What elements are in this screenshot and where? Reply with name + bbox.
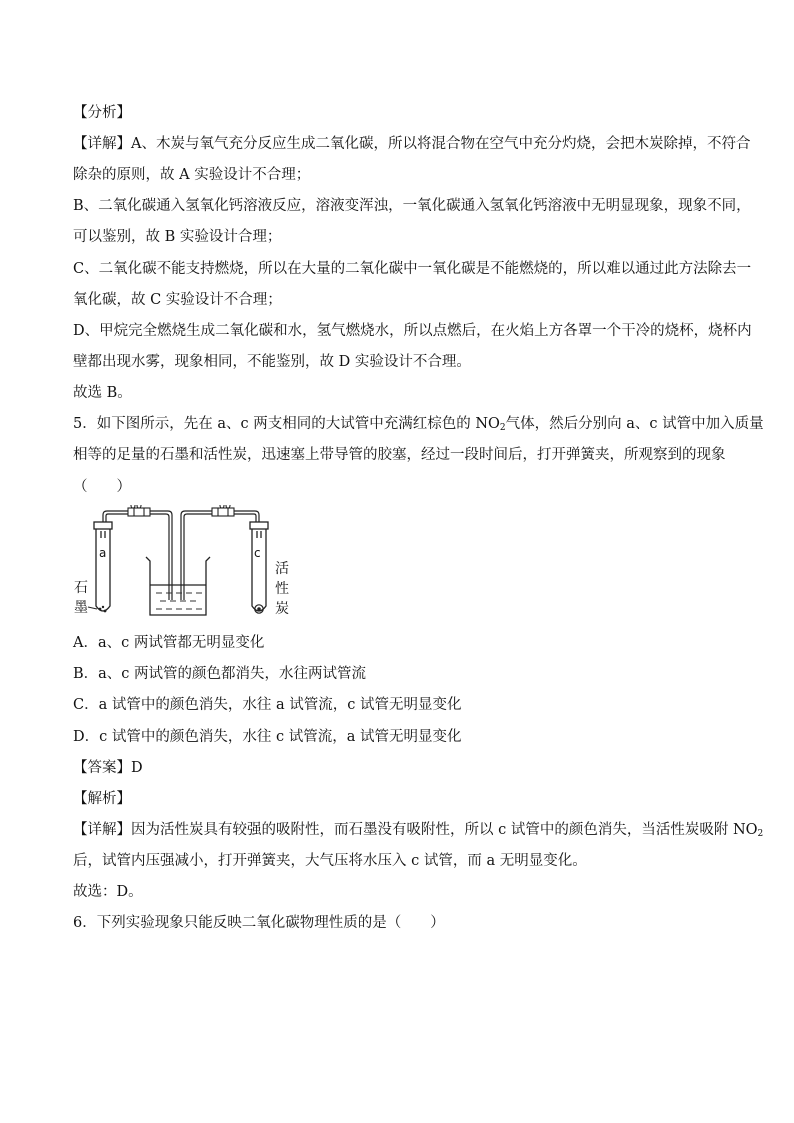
label-graphite-2: 墨 — [74, 600, 88, 616]
label-activated-3: 炭 — [275, 601, 289, 617]
spring-clamp-right — [212, 505, 234, 516]
q5-stem-line-2: 相等的足量的石墨和活性炭，迅速塞上带导管的胶塞，经过一段时间后，打开弹簧夹，所观察到的现象 — [73, 447, 726, 463]
q4-detail-line-7: D、甲烷完全燃烧生成二氧化碳和水，氢气燃烧水，所以点燃后，在火焰上方各罩一个干冷的烧杯，烧杯内 — [73, 323, 752, 339]
q4-detail-line-3: B、二氧化碳通入氢氧化钙溶液反应，溶液变浑浊，一氧化碳通入氢氧化钙溶液中无明显现象，现象不同， — [73, 198, 751, 214]
q5-detail-line-2: 后，试管内压强减小，打开弹簧夹，大气压将水压入 c 试管，而 a 无明显变化。 — [73, 853, 587, 869]
q4-detail-line-5: C、二氧化碳不能支持燃烧，所以在大量的二氧化碳中一氧化碳是不能燃烧的，所以难以通过此方法除去一 — [73, 261, 752, 277]
delivery-tubes — [103, 511, 259, 600]
graphite-pointer — [88, 607, 97, 609]
q4-detail-line-1: 【详解】A、木炭与氧气充分反应生成二氧化碳，所以将混合物在空气中充分灼烧，会把木炭除掉，不符合 — [73, 136, 751, 152]
q5-option-b: B．a、c 两试管的颜色都消失，水往两试管流 — [73, 666, 367, 682]
water-level — [156, 593, 202, 609]
graphite-dot — [102, 606, 104, 608]
label-graphite-1: 石 — [74, 580, 88, 596]
activated-carbon-core — [257, 607, 261, 611]
label-activated-1: 活 — [275, 561, 289, 577]
label-c: c — [254, 546, 261, 560]
q5-stem-line-1: 5．如下图所示，先在 a、c 两支相同的大试管中充满红棕色的 $NO_2$气体，然后分别向 a、c 试管中加入质量 — [73, 416, 764, 433]
label-activated-2: 性 — [275, 581, 289, 597]
beaker — [146, 557, 210, 615]
q6-stem: 6．下列实验现象只能反映二氧化碳物理性质的是（ ） — [73, 915, 445, 931]
q5-stem-line-3: （ ） — [73, 479, 131, 495]
q5-option-a: A．a、c 两试管都无明显变化 — [73, 635, 265, 651]
test-tube-a — [94, 522, 112, 611]
q5-detail-line-1: 【详解】因为活性炭具有较强的吸附性，而石墨没有吸附性，所以 c 试管中的颜色消失，当活性炭吸附 $NO_2$ — [73, 822, 764, 839]
q5-option-d: D．c 试管中的颜色消失，水往 c 试管流，a 试管无明显变化 — [73, 729, 462, 745]
q5-analysis-heading: 【解析】 — [73, 791, 131, 807]
q4-detail-line-2: 除杂的原则，故 A 实验设计不合理； — [73, 167, 311, 183]
q5-conclusion: 故选：D。 — [73, 884, 143, 900]
q4-detail-line-8: 壁都出现水雾，现象相同，不能鉴别，故 D 实验设计不合理。 — [73, 354, 471, 370]
q5-option-c: C．a 试管中的颜色消失，水往 a 试管流，c 试管无明显变化 — [73, 697, 462, 713]
graphite-dot — [99, 608, 102, 611]
test-tube-c — [250, 522, 268, 611]
apparatus-svg — [70, 505, 300, 625]
label-a: a — [99, 546, 107, 560]
q4-detail-line-6: 氧化碳，故 C 实验设计不合理； — [73, 292, 282, 308]
spring-clamp-left — [128, 505, 150, 516]
apparatus-diagram — [70, 505, 300, 625]
graphite-dot — [104, 610, 107, 613]
q4-conclusion: 故选 B。 — [73, 385, 132, 401]
q5-answer: 【答案】D — [73, 760, 143, 776]
q4-detail-line-4: 可以鉴别，故 B 实验设计合理； — [73, 229, 282, 245]
analysis-heading: 【分析】 — [73, 105, 131, 121]
